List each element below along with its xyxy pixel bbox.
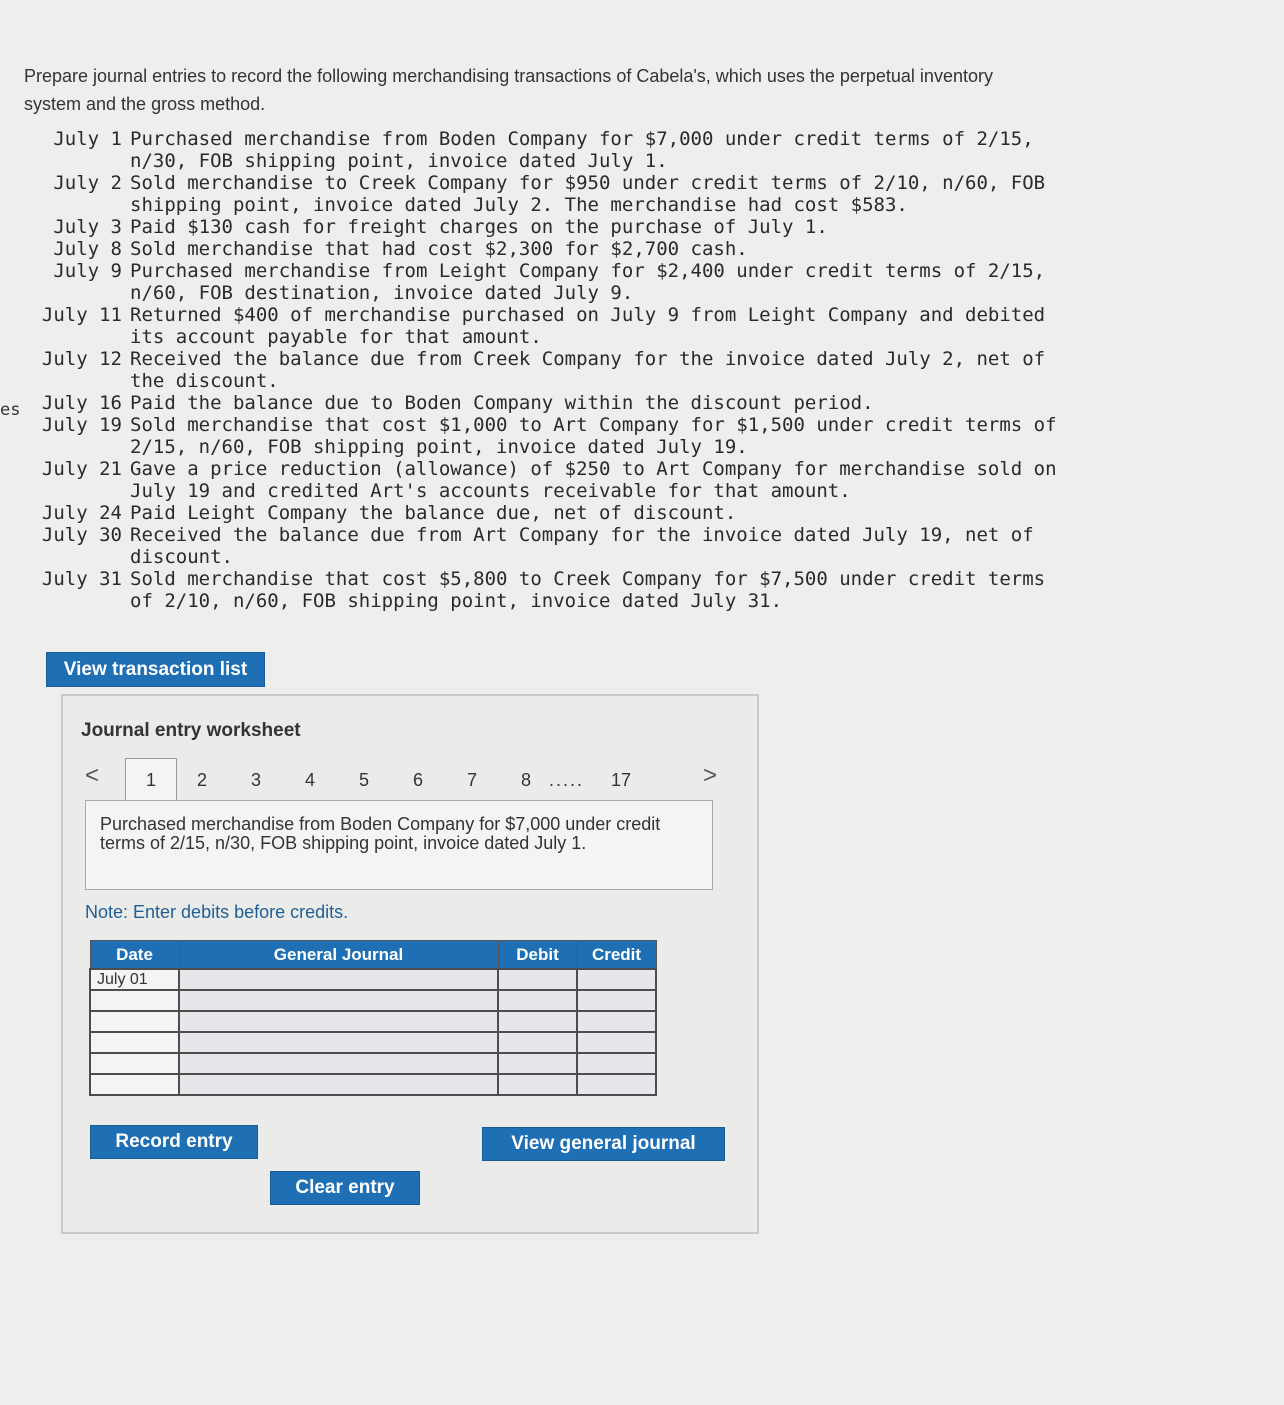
transaction-date: July 11 [41, 304, 122, 326]
transaction-item [34, 568, 1064, 612]
account-cell[interactable] [179, 1074, 498, 1095]
transaction-date: July 8 [53, 238, 122, 260]
transaction-date: July 2 [53, 172, 122, 194]
debit-cell[interactable] [498, 1053, 577, 1074]
transaction-text: Received the balance due from Creek Company for the invoice dated July 2, net of the discount. [130, 348, 1046, 392]
table-row [90, 1053, 656, 1074]
date-cell[interactable] [90, 990, 179, 1011]
transaction-text: Sold merchandise that cost $5,800 to Creek Company for $7,500 under credit terms of 2/10, n/60, FOB shipping point, invoice dated July 31. [130, 568, 1046, 612]
transaction-item [34, 348, 1064, 392]
credit-column-header: Credit [577, 941, 656, 970]
transaction-date: July 16 [41, 392, 122, 414]
credit-cell[interactable] [577, 1032, 656, 1053]
table-row [90, 990, 656, 1011]
page-tab-8[interactable]: 8 [521, 770, 532, 790]
page-tab-5[interactable]: 5 [359, 770, 370, 790]
account-cell[interactable] [179, 1053, 498, 1074]
date-column-header: Date [90, 941, 179, 970]
transaction-date: July 1 [53, 128, 122, 150]
transaction-text: Paid the balance due to Boden Company within the discount period. [130, 392, 874, 414]
credit-cell[interactable] [577, 1011, 656, 1032]
transaction-item [34, 304, 1064, 348]
debit-column-header: Debit [498, 941, 577, 970]
transaction-text: Paid $130 cash for freight charges on the purchase of July 1. [130, 216, 828, 238]
transaction-item [34, 524, 1064, 568]
transaction-text: Purchased merchandise from Leight Company for $2,400 under credit terms of 2/15, n/60, FOB destination, invoice dated July 9. [130, 260, 1046, 304]
transaction-text: Purchased merchandise from Boden Company for $7,000 under credit terms of 2/15, n/30, FOB shipping point, invoice dated July 1. [130, 128, 1034, 172]
debit-cell[interactable] [498, 1032, 577, 1053]
date-cell[interactable] [90, 1011, 179, 1032]
transaction-date: July 3 [53, 216, 122, 238]
transaction-item [34, 260, 1064, 304]
transaction-date: July 24 [41, 502, 122, 524]
transaction-date: July 30 [41, 524, 122, 546]
transaction-item [34, 458, 1064, 502]
transaction-text: Sold merchandise that cost $1,000 to Art Company for $1,500 under credit terms of 2/15, n/60, FOB shipping point, invoice dated July 19. [130, 414, 1057, 458]
transaction-text: Returned $400 of merchandise purchased on July 9 from Leight Company and debited its account payable for that amount. [130, 304, 1046, 348]
page-tab-6[interactable]: 6 [413, 770, 424, 790]
transaction-date: July 31 [41, 568, 122, 590]
transaction-description: Purchased merchandise from Boden Company for $7,000 under credit terms of 2/15, n/30, FOB shipping point, invoice dated July 1. [85, 800, 713, 890]
date-cell[interactable]: July 01 [90, 969, 179, 990]
transaction-item [34, 238, 1064, 260]
credit-cell[interactable] [577, 990, 656, 1011]
page-tab-17[interactable]: 17 [611, 770, 632, 790]
transaction-item [34, 172, 1064, 216]
entry-pager [81, 758, 721, 800]
credit-cell[interactable] [577, 1053, 656, 1074]
journal-table [89, 940, 657, 1096]
transaction-item [34, 216, 1064, 238]
page-tab-7[interactable]: 7 [467, 770, 478, 790]
transaction-text: Paid Leight Company the balance due, net of discount. [130, 502, 737, 524]
transaction-text: Gave a price reduction (allowance) of $250 to Art Company for merchandise sold on July 19 and credited Art's accounts receivable for that amount. [130, 458, 1057, 502]
page-tab-4[interactable]: 4 [305, 770, 316, 790]
account-cell[interactable] [179, 1032, 498, 1053]
debit-cell[interactable] [498, 1011, 577, 1032]
general-journal-column-header: General Journal [179, 941, 498, 970]
instructions-text: Prepare journal entries to record the following merchandising transactions of Cabela's, which uses the perpetual inventory system and the gross method. [24, 66, 993, 114]
view-general-journal-button[interactable]: View general journal [482, 1127, 725, 1161]
clear-entry-button[interactable]: Clear entry [270, 1171, 420, 1205]
transaction-date: July 12 [41, 348, 122, 370]
transaction-text: Sold merchandise to Creek Company for $950 under credit terms of 2/10, n/60, FOB shipping point, invoice dated July 2. The merchandise had cost $583. [130, 172, 1046, 216]
transaction-item [34, 502, 1064, 524]
entry-note: Note: Enter debits before credits. [85, 902, 349, 922]
worksheet-title: Journal entry worksheet [81, 720, 301, 741]
date-cell[interactable] [90, 1032, 179, 1053]
page-tab-1[interactable]: 1 [125, 758, 177, 801]
transaction-text: Sold merchandise that had cost $2,300 for $2,700 cash. [130, 238, 748, 260]
transaction-item [34, 414, 1064, 458]
date-cell[interactable] [90, 1053, 179, 1074]
date-cell[interactable] [90, 1074, 179, 1095]
credit-cell[interactable] [577, 1074, 656, 1095]
page-tab-2[interactable]: 2 [197, 770, 208, 790]
page-tab-3[interactable]: 3 [251, 770, 262, 790]
record-entry-button[interactable]: Record entry [90, 1125, 258, 1159]
debit-cell[interactable] [498, 1074, 577, 1095]
table-row [90, 1074, 656, 1095]
transaction-date: July 21 [41, 458, 122, 480]
chevron-right-icon[interactable]: > [703, 762, 718, 789]
transaction-date: July 9 [53, 260, 122, 282]
transaction-item [34, 392, 1064, 414]
debit-cell[interactable] [498, 990, 577, 1011]
transaction-text: Received the balance due from Art Company for the invoice dated July 19, net of discount. [130, 524, 1034, 568]
transaction-item [34, 128, 1064, 172]
page-ellipsis: ..... [549, 770, 585, 790]
view-transaction-list-button[interactable]: View transaction list [46, 652, 265, 687]
account-cell[interactable] [179, 969, 498, 990]
table-row [90, 969, 656, 990]
table-row [90, 1011, 656, 1032]
table-row [90, 1032, 656, 1053]
edge-fragment-text: es [0, 400, 21, 420]
chevron-left-icon[interactable]: < [85, 762, 100, 789]
transaction-date: July 19 [41, 414, 122, 436]
transaction-list [34, 128, 1064, 612]
account-cell[interactable] [179, 990, 498, 1011]
credit-cell[interactable] [577, 969, 656, 990]
account-cell[interactable] [179, 1011, 498, 1032]
debit-cell[interactable] [498, 969, 577, 990]
